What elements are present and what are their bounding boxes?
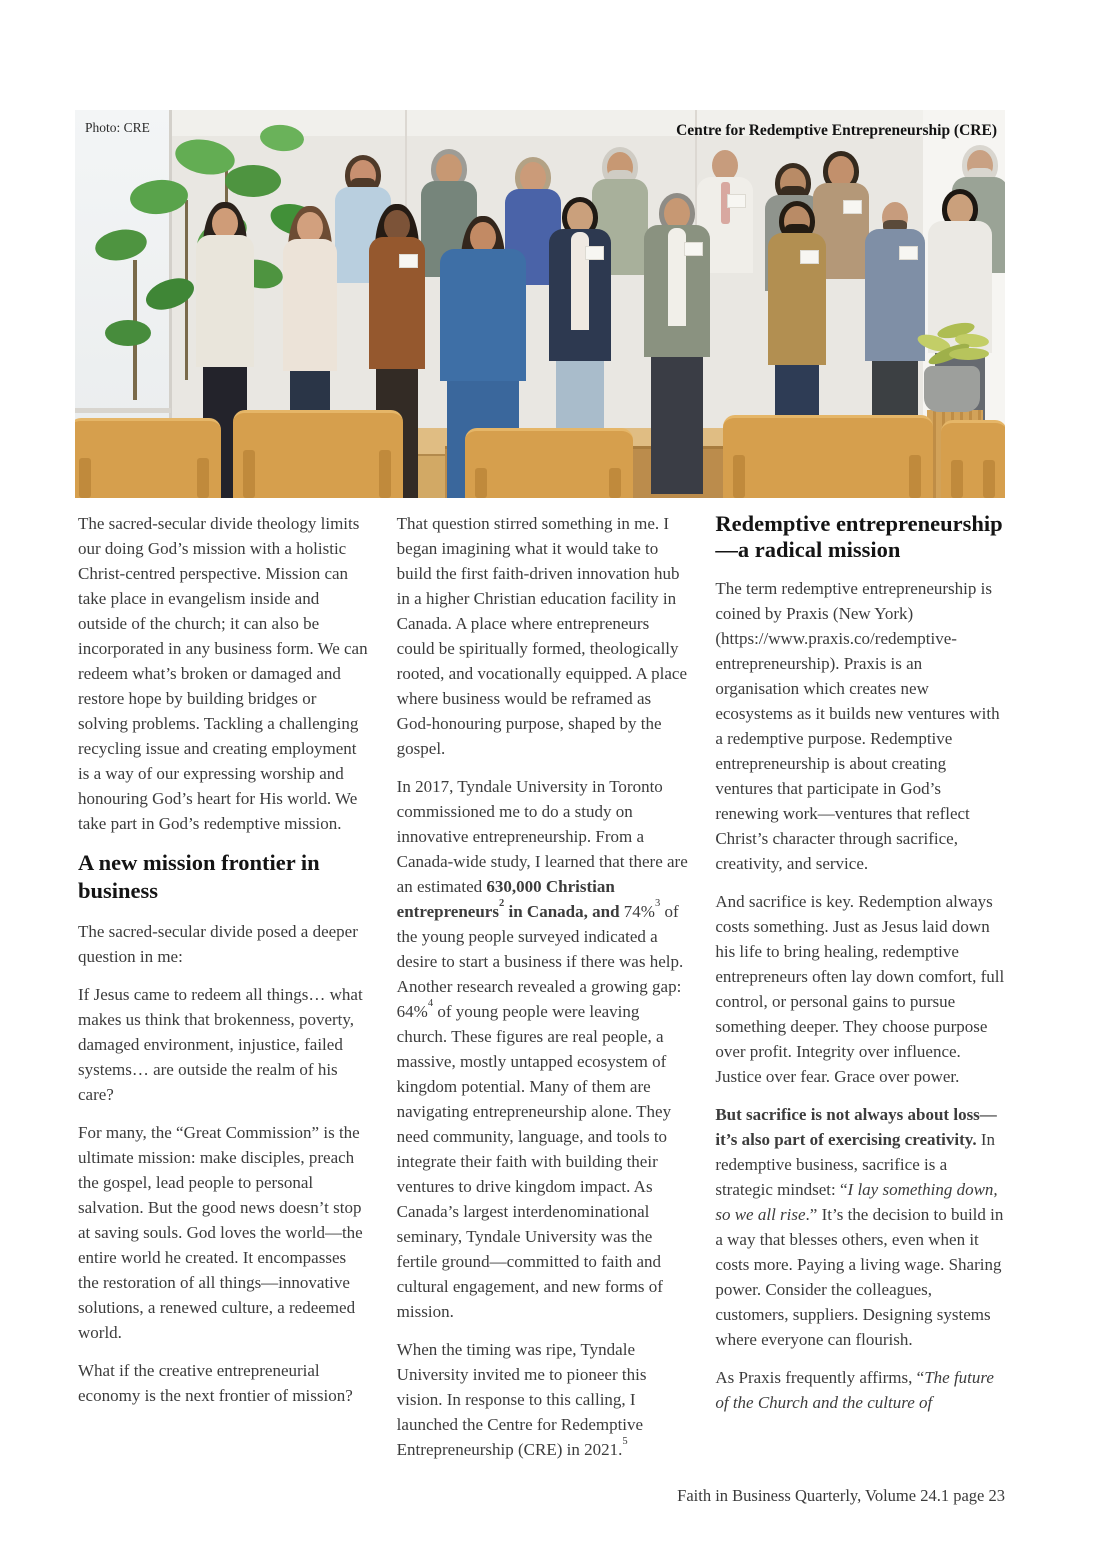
chair (465, 428, 633, 498)
section-heading: Redemptive entrepreneurship—a radical mission (715, 511, 1003, 562)
chair (723, 415, 933, 498)
paragraph: But sacrifice is not always about loss—it’s also part of exercising creativity. In redemptive business, sacrifice is a strategic mindset: “I lay something down, so we all rise.” It’s the decision to build in a way that blesses others, even when it costs more. Paying a living wage. Sharing power. Consider the colleagues, customers, suppliers. Designing systems where everyone can flourish. (715, 1105, 1004, 1349)
paragraph: For many, the “Great Commission” is the ultimate mission: make disciples, preach the gospel, lead people to personal salvation. But the good news doesn’t stop at saving souls. God loves the world—the entire world he created. It encompasses the restoration of all things—innovative solutions, a renewed culture, a redeemed world. (78, 1123, 363, 1342)
paragraph: The sacred-secular divide posed a deeper question in me: (78, 922, 358, 966)
photo-caption: Centre for Redemptive Entrepreneurship (CRE) (676, 122, 997, 139)
page-footer: Faith in Business Quarterly, Volume 24.1 page 23 (677, 1486, 1005, 1505)
article-body (78, 511, 1007, 1475)
paragraph: The sacred-secular divide theology limits our doing God’s mission with a holistic Christ-centred perspective. Mission can take place in evangelism inside and outside of the church; it can also be incorporated in any business form. We can redeem what’s broken or damaged and restore hope by building bridges or solving problems. Tackling a challenging recycling issue and creating employment is a way of our expressing worship and honouring God’s heart for His world. We take part in God’s redemptive mission. (78, 514, 368, 833)
paragraph: If Jesus came to redeem all things… what makes us think that brokenness, poverty, damaged environment, injustice, failed systems… are outside the realm of his care? (78, 985, 363, 1104)
paragraph: What if the creative entrepreneurial economy is the next frontier of mission? (78, 1361, 353, 1405)
paragraph: And sacrifice is key. Redemption always costs something. Just as Jesus laid down his life to bring healing, redemptive entrepreneurs often lay down comfort, full control, or personal gains to pursue something deeper. They choose purpose over profit. Integrity over influence. Justice over fear. Grace over power. (715, 892, 1005, 1086)
photo-credit: Photo: CRE (85, 120, 150, 135)
paragraph: As Praxis frequently affirms, “The future of the Church and the culture of (715, 1368, 994, 1412)
column-1 (78, 511, 370, 1475)
paragraph: The term redemptive entrepreneurship is coined by Praxis (New York) (https://www.praxis.co/redemptive-entrepreneurship). Praxis is an organisation which creates new ecosystems as it builds new ventures with a redemptive purpose. Redemptive entrepreneurship is about creating ventures that participate in God’s renewing work—ventures that reflect Christ’s character through sacrifice, creativity, and service. (715, 579, 1000, 873)
group-photo (75, 110, 1005, 498)
chair (233, 410, 403, 498)
column-2 (397, 511, 689, 1475)
paragraph: In 2017, Tyndale University in Toronto commissioned me to do a study on innovative entrepreneurship. From a Canada-wide study, I learned that there are an estimated 630,000 Christian entrepreneurs$^2$ in Canada, and 74%$^3$ of the young people surveyed indicated a desire to start a business if there was help. Another research revealed a growing gap: 64%$^4$ of young people were leaving church. These figures are real people, a massive, mostly untapped ecosystem of kingdom potential. Many of them are navigating entrepreneurship alone. They need community, language, and tools to integrate their faith with building their ventures to drive kingdom impact. As Canada’s largest interdenominational seminary, Tyndale University was the fertile ground—committed to faith and cultural engagement, and new forms of mission. (396, 777, 688, 1321)
paragraph: That question stirred something in me. I began imagining what it would take to build the first faith-driven innovation hub in a higher Christian education facility in Canada. A place where entrepreneurs could be spiritually formed, theologically rooted, and vocationally equipped. A place where business would be reframed as God-honouring purpose, shaped by the gospel. (396, 514, 687, 758)
column-3 (715, 511, 1007, 1475)
window-sill (75, 408, 171, 413)
paragraph: When the timing was ripe, Tyndale University invited me to pioneer this vision. In response to this calling, I launched the Centre for Redemptive Entrepreneurship (CRE) in 2021.$^5$ (396, 1340, 647, 1459)
section-heading: A new mission frontier in business (78, 850, 320, 903)
plant-pot (924, 366, 980, 412)
